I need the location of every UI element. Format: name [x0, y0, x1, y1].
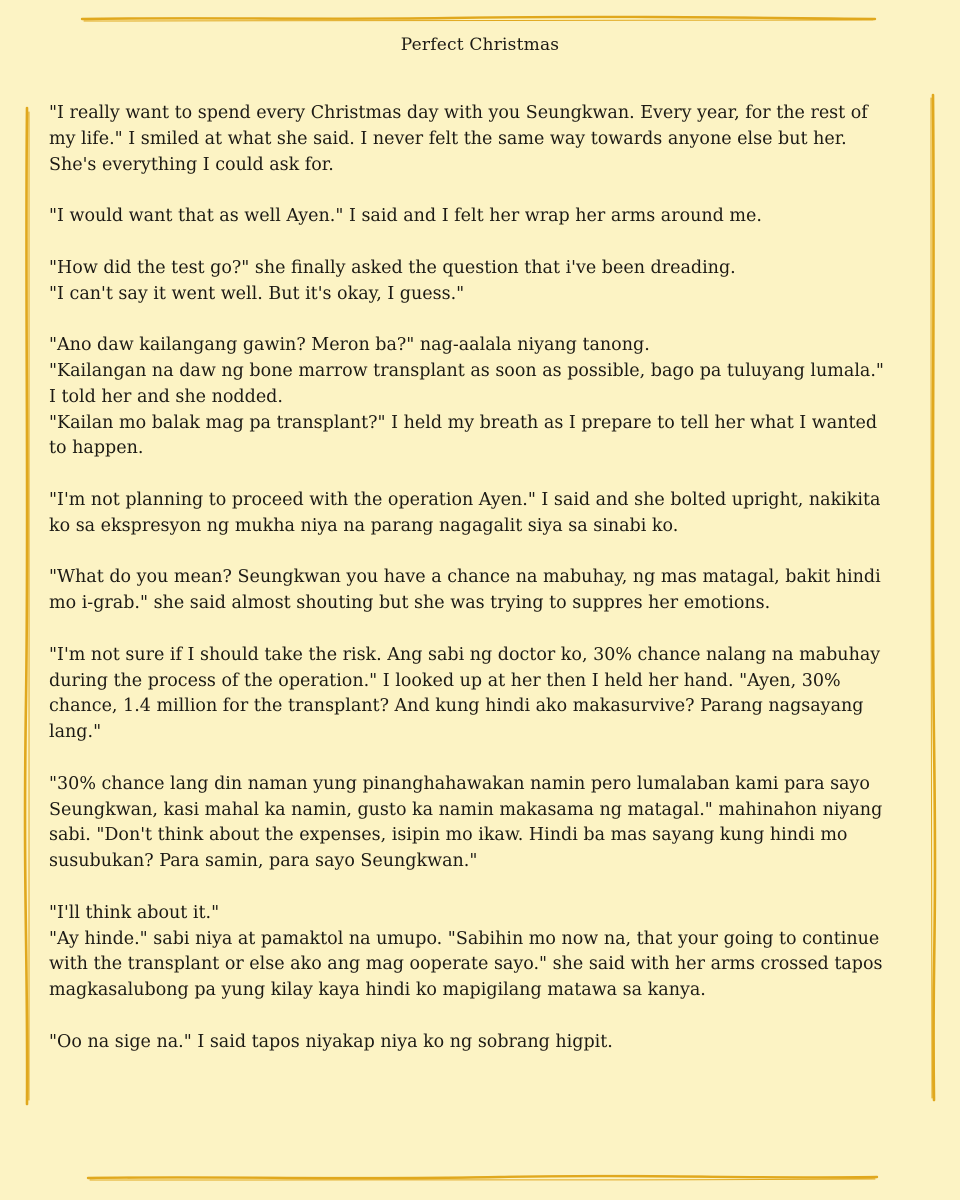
story-paragraph: [49, 256, 921, 308]
paragraph-line: "I really want to spend every Christmas day with you Seungkwan. Every year, for the rest of: [49, 103, 868, 123]
bottom-border-line: [88, 1176, 877, 1178]
paragraph-line: Seungkwan, kasi mahal ka namin, gusto ka namin makasama ng matagal." mahinahon niyang: [49, 799, 883, 820]
story-paragraph: [49, 901, 921, 1004]
paragraph-line: ko sa ekspresyon ng mukha niya na parang nagagalit siya sa sinabi ko.: [49, 515, 679, 536]
right-border-line: [933, 95, 935, 1100]
top-border-line: [82, 17, 875, 19]
paragraph-line: "I'll think about it.": [49, 902, 220, 923]
story-paragraph: [49, 333, 921, 462]
story-paragraph: [49, 772, 921, 875]
paragraph-line: "30% chance lang din naman yung pinanghahawakan namin pero lumalaban kami para sayo: [49, 773, 870, 794]
paragraph-line: magkasalubong pa yung kilay kaya hindi ko mapigilang matawa sa kanya.: [49, 980, 706, 1001]
story-paragraph: [49, 204, 921, 230]
paragraph-line: to happen.: [49, 438, 144, 459]
paragraph-line: She's everything I could ask for.: [49, 154, 334, 175]
story-paragraph: [49, 643, 921, 746]
paragraph-line: lang.": [49, 722, 102, 743]
paragraph-line: "What do you mean? Seungkwan you have a chance na mabuhay, ng mas matagal, bakit hindi: [49, 567, 881, 588]
paragraph-line: during the process of the operation." I looked up at her then I held her hand. "Ayen, 30%: [49, 670, 841, 691]
paragraph-line: with the transplant or else ako ang mag ooperate sayo." she said with her arms crossed tapos: [49, 954, 883, 975]
paragraph-line: "Ano daw kailangang gawin? Meron ba?" nag-aalala niyang tanong.: [49, 335, 650, 356]
paragraph-line: "I'm not planning to proceed with the operation Ayen." I said and she bolted upright, nakikita: [49, 489, 881, 510]
story-text: [49, 101, 921, 1081]
paragraph-line: "How did the test go?" she finally asked the question that i've been dreading.: [49, 257, 736, 278]
paragraph-line: "Oo na sige na." I said tapos niyakap niya ko ng sobrang higpit.: [49, 1031, 613, 1052]
story-paragraph: [49, 1030, 921, 1056]
paragraph-line: my life." I smiled at what she said. I never felt the same way towards anyone else but her.: [49, 128, 847, 149]
story-paragraph: [49, 565, 921, 617]
paragraph-line: I told her and she nodded.: [49, 386, 283, 407]
paragraph-line: "Kailan mo balak mag pa transplant?" I held my breath as I prepare to tell her what I wanted: [49, 412, 878, 433]
paragraph-line: chance, 1.4 million for the transplant? And kung hindi ako makasurvive? Parang nagsayang: [49, 696, 864, 717]
paragraph-line: sabi. "Don't think about the expenses, isipin mo ikaw. Hindi ba mas sayang kung hindi mo: [49, 825, 848, 846]
paragraph-line: "I can't say it went well. But it's okay, I guess.": [49, 283, 465, 304]
paragraph-line: "Kailangan na daw ng bone marrow transplant as soon as possible, bago pa tuluyang lumala.": [49, 360, 884, 381]
paragraph-line: mo i-grab." she said almost shouting but she was trying to suppres her emotions.: [49, 593, 771, 614]
paragraph-line: "I would want that as well Ayen." I said and I felt her wrap her arms around me.: [49, 206, 762, 227]
left-border-line: [25, 108, 27, 1104]
story-paragraph: [49, 101, 921, 178]
paragraph-line: susubukan? Para samin, para sayo Seungkwan.": [49, 851, 478, 872]
paragraph-line: "I'm not sure if I should take the risk. Ang sabi ng doctor ko, 30% chance nalang na mabuhay: [49, 644, 881, 665]
paragraph-line: "Ay hinde." sabi niya at pamaktol na umupo. "Sabihin mo now na, that your going to continue: [49, 928, 880, 949]
story-paragraph: [49, 488, 921, 540]
document-title: Perfect Christmas: [400, 35, 560, 55]
